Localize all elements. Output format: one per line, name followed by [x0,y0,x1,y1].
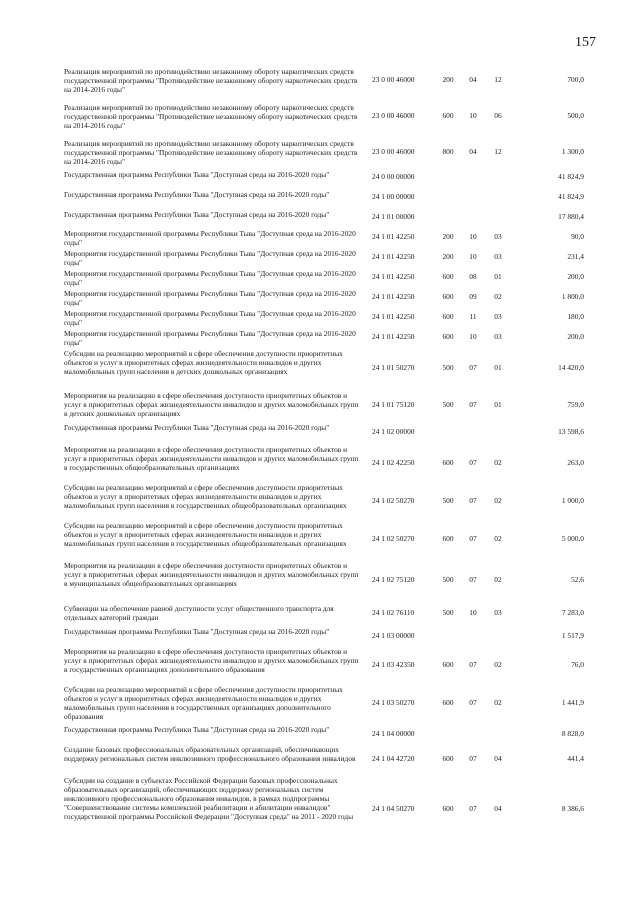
row-section: 07 [469,363,477,372]
row-code: 24 1 01 42250 [372,332,415,341]
row-amount: 180,0 [567,312,584,321]
row-section: 07 [469,458,477,467]
row-subsection: 01 [494,400,502,409]
row-subsection: 12 [494,75,502,84]
row-section: 10 [469,232,477,241]
row-code: 24 0 00 00000 [372,172,415,181]
row-description: Субсидии на реализацию мероприятий в сфере обеспечения доступности приоритетных объектов и услуг в приоритетных сферах жизнедеятельности инвалидов и других маломобильных групп населения в государственных общеобразовательных организациях [64,521,347,548]
row-amount: 1 000,0 [561,496,584,505]
row-section: 10 [469,608,477,617]
row-description: Субсидии на реализацию мероприятий в сфере обеспечения доступности приоритетных объектов и услуг в приоритетных сферах жизнедеятельности инвалидов и других маломобильных групп населения в государственных организациях дополнительного образования [64,685,343,721]
row-section: 07 [469,400,477,409]
row-amount: 263,0 [567,458,584,467]
row-expense-type: 600 [442,698,454,707]
row-code: 24 1 03 00000 [372,631,415,640]
page-number: 157 [575,35,596,50]
row-expense-type: 200 [442,252,454,261]
row-section: 07 [469,698,477,707]
row-subsection: 02 [494,698,502,707]
row-code: 24 1 03 50270 [372,698,415,707]
row-subsection: 03 [494,312,502,321]
row-section: 09 [469,292,477,301]
row-description: Государственная программа Республики Тыва "Доступная среда на 2016-2020 годы" [64,725,330,734]
row-section: 10 [469,252,477,261]
row-description: Создание базовых профессиональных образовательных организаций, обеспечивающих поддержку региональных систем инклюзивного профессионального образования инвалидов [64,745,356,763]
row-description: Мероприятия на реализацию в сфере обеспечения доступности приоритетных объектов и услуг в приоритетных сферах жизнедеятельности инвалидов и других маломобильных групп в детских дошкольных организациях [64,391,359,418]
row-expense-type: 600 [442,272,454,281]
row-amount: 8 828,0 [561,729,584,738]
row-expense-type: 600 [442,312,454,321]
row-description: Государственная программа Республики Тыва "Доступная среда на 2016-2020 годы" [64,210,330,219]
row-amount: 759,0 [567,400,584,409]
row-expense-type: 500 [442,496,454,505]
row-expense-type: 600 [442,804,454,813]
row-amount: 5 000,0 [561,534,584,543]
row-subsection: 04 [494,804,502,813]
row-code: 24 1 01 42250 [372,312,415,321]
row-amount: 200,0 [567,332,584,341]
row-code: 24 1 04 42720 [372,754,415,763]
row-section: 08 [469,272,477,281]
row-subsection: 03 [494,608,502,617]
row-subsection: 04 [494,754,502,763]
row-section: 10 [469,332,477,341]
row-amount: 1 517,9 [561,631,584,640]
row-code: 24 1 00 00000 [372,192,415,201]
row-description: Мероприятия на реализацию в сфере обеспечения доступности приоритетных объектов и услуг в приоритетных сферах жизнедеятельности инвалидов и других маломобильных групп в муниципальных общеобразовательных организациях [64,561,359,588]
row-expense-type: 500 [442,400,454,409]
row-subsection: 06 [494,111,502,120]
row-amount: 17 880,4 [558,212,584,221]
row-section: 07 [469,534,477,543]
row-expense-type: 600 [442,332,454,341]
row-description: Государственная программа Республики Тыва "Доступная среда на 2016-2020 годы" [64,627,330,636]
row-description: Мероприятия государственной программы Республики Тыва "Доступная среда на 2016-2020 годы" [64,249,356,267]
row-section: 07 [469,754,477,763]
row-code: 24 1 01 42250 [372,272,415,281]
row-description: Субсидии на создание в субъектах Российской Федерации базовых профессиональных образовательных организаций, обеспечивающих поддержку региональных систем инклюзивного профессионального образования инвалидов, в рамках подпрограммы "Совершенствование системы комплексной реабилитации и абилитации инвалидов" государственной программы Российской Федерации "Доступная среда" на 2011 - 2020 годы [64,776,354,821]
row-expense-type: 600 [442,111,454,120]
row-expense-type: 600 [442,534,454,543]
row-description: Субсидии на реализацию мероприятий в сфере обеспечения доступности приоритетных объектов и услуг в приоритетных сферах жизнедеятельности инвалидов и других маломобильных групп населения в детских дошкольных организациях [64,349,343,376]
row-code: 24 1 02 00000 [372,427,415,436]
row-expense-type: 600 [442,754,454,763]
row-code: 23 0 00 46000 [372,147,415,156]
row-subsection: 02 [494,660,502,669]
row-amount: 41 824,9 [558,192,584,201]
row-description: Мероприятия государственной программы Республики Тыва "Доступная среда на 2016-2020 годы" [64,309,356,327]
row-description: Реализация мероприятий по противодействию незаконному обороту наркотических средств государственной программы "Противодействие незаконному обороту наркотических средств на 2014-2016 годы" [64,103,358,130]
row-subsection: 01 [494,363,502,372]
row-description: Мероприятия на реализацию в сфере обеспечения доступности приоритетных объектов и услуг в приоритетных сферах жизнедеятельности инвалидов и других маломобильных групп в государственных организациях дополнительного образования [64,647,359,674]
row-subsection: 03 [494,232,502,241]
row-amount: 14 420,0 [558,363,584,372]
row-amount: 500,0 [567,111,584,120]
row-subsection: 02 [494,458,502,467]
row-amount: 1 441,9 [561,698,584,707]
row-amount: 7 283,0 [561,608,584,617]
row-description: Государственная программа Республики Тыва "Доступная среда на 2016-2020 годы" [64,170,330,179]
row-expense-type: 600 [442,660,454,669]
row-description: Мероприятия государственной программы Республики Тыва "Доступная среда на 2016-2020 годы" [64,269,356,287]
row-amount: 200,0 [567,272,584,281]
row-description: Реализация мероприятий по противодействию незаконному обороту наркотических средств государственной программы "Противодействие незаконному обороту наркотических средств на 2014-2016 годы" [64,67,358,94]
row-code: 24 1 04 00000 [372,729,415,738]
row-amount: 90,0 [571,232,584,241]
row-code: 24 1 01 75120 [372,400,415,409]
row-description: Государственная программа Республики Тыва "Доступная среда на 2016-2020 годы" [64,190,330,199]
row-section: 04 [469,147,477,156]
row-subsection: 02 [494,496,502,505]
row-amount: 1 300,0 [561,147,584,156]
row-expense-type: 800 [442,147,454,156]
row-amount: 441,4 [567,754,584,763]
row-expense-type: 500 [442,363,454,372]
row-subsection: 02 [494,575,502,584]
row-amount: 41 824,9 [558,172,584,181]
row-expense-type: 200 [442,75,454,84]
row-subsection: 02 [494,534,502,543]
row-description: Мероприятия государственной программы Республики Тыва "Доступная среда на 2016-2020 годы" [64,289,356,307]
row-description: Субсидии на реализацию мероприятий в сфере обеспечения доступности приоритетных объектов и услуг в приоритетных сферах жизнедеятельности инвалидов и других маломобильных групп населения в государственных общеобразовательных организациях [64,483,347,510]
row-code: 23 0 00 46000 [372,111,415,120]
row-description: Мероприятия государственной программы Республики Тыва "Доступная среда на 2016-2020 годы" [64,229,356,247]
row-section: 11 [469,312,477,321]
row-code: 24 1 01 42250 [372,252,415,261]
row-description: Субвенции на обеспечение равной доступности услуг общественного транспорта для отдельных категорий граждан [64,604,334,622]
row-amount: 700,0 [567,75,584,84]
row-description: Мероприятия на реализацию в сфере обеспечения доступности приоритетных объектов и услуг в приоритетных сферах жизнедеятельности инвалидов и других маломобильных групп в государственных общеобразовательных организациях [64,445,359,472]
row-code: 24 1 01 00000 [372,212,415,221]
row-section: 07 [469,496,477,505]
row-section: 07 [469,804,477,813]
row-code: 24 1 01 42250 [372,292,415,301]
row-amount: 231,4 [567,252,584,261]
row-code: 24 1 02 50270 [372,534,415,543]
row-section: 04 [469,75,477,84]
row-expense-type: 600 [442,292,454,301]
row-section: 07 [469,660,477,669]
row-code: 23 0 00 46000 [372,75,415,84]
row-section: 10 [469,111,477,120]
row-subsection: 12 [494,147,502,156]
row-section: 07 [469,575,477,584]
row-code: 24 1 04 50270 [372,804,415,813]
row-code: 24 1 02 76110 [372,608,415,617]
row-amount: 8 386,6 [561,804,584,813]
row-code: 24 1 02 50270 [372,496,415,505]
row-description: Мероприятия государственной программы Республики Тыва "Доступная среда на 2016-2020 годы" [64,329,356,347]
row-amount: 52,6 [571,575,584,584]
row-subsection: 03 [494,252,502,261]
row-code: 24 1 02 75120 [372,575,415,584]
row-code: 24 1 02 42250 [372,458,415,467]
row-amount: 76,0 [571,660,584,669]
row-code: 24 1 01 50270 [372,363,415,372]
row-expense-type: 500 [442,575,454,584]
row-description: Реализация мероприятий по противодействию незаконному обороту наркотических средств государственной программы "Противодействие незаконному обороту наркотических средств на 2014-2016 годы" [64,139,358,166]
row-amount: 13 598,6 [558,427,584,436]
row-expense-type: 200 [442,232,454,241]
row-expense-type: 500 [442,608,454,617]
row-subsection: 02 [494,292,502,301]
row-description: Государственная программа Республики Тыва "Доступная среда на 2016-2020 годы" [64,423,330,432]
row-code: 24 1 03 42350 [372,660,415,669]
row-subsection: 03 [494,332,502,341]
row-code: 24 1 01 42250 [372,232,415,241]
row-subsection: 01 [494,272,502,281]
row-amount: 1 800,0 [561,292,584,301]
row-expense-type: 600 [442,458,454,467]
